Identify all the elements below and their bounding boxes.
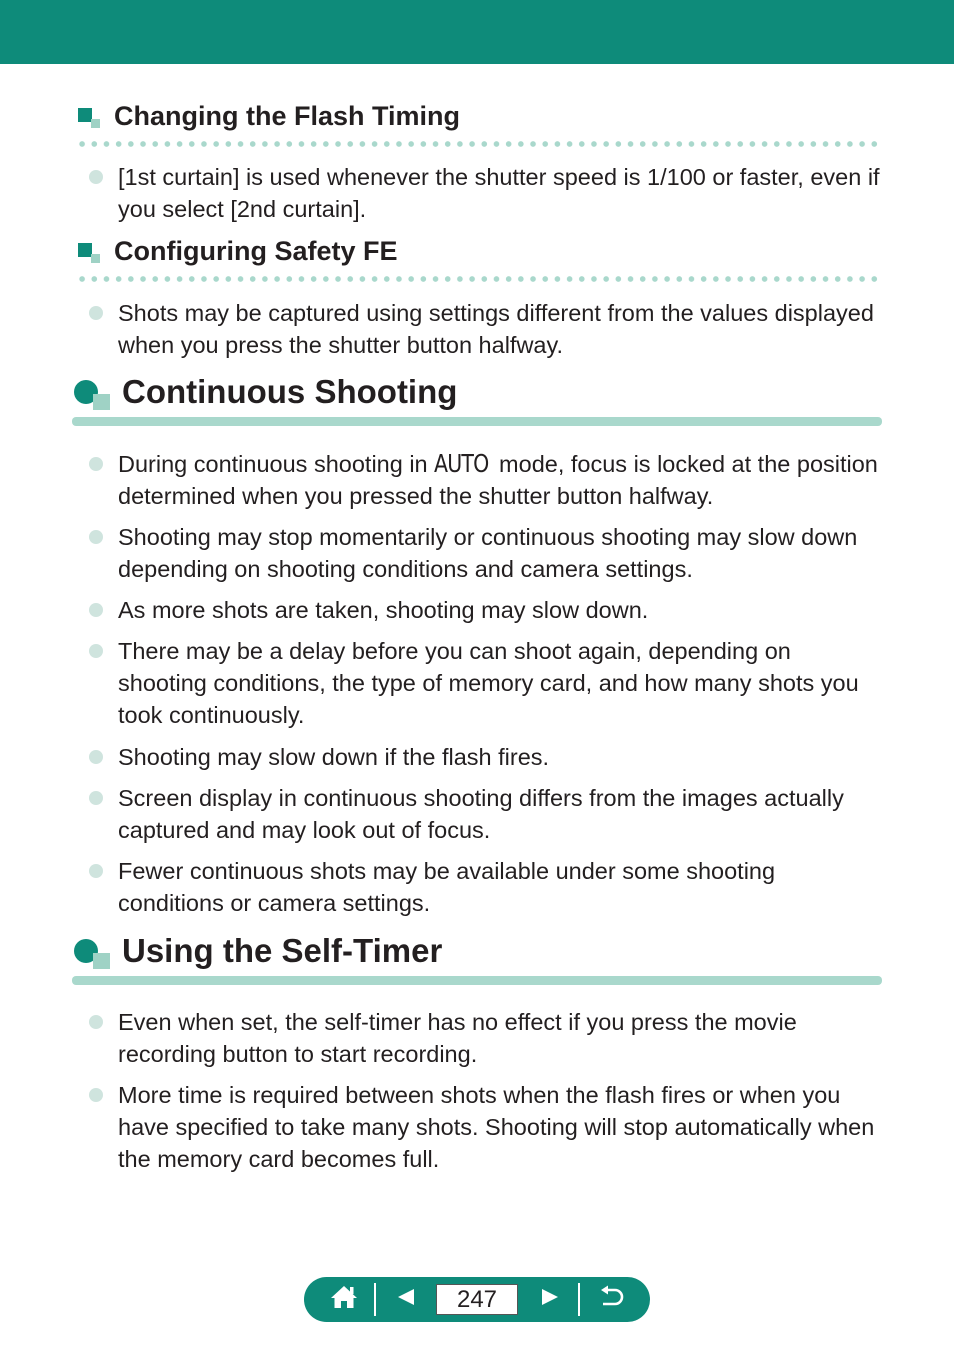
dotted-divider — [76, 276, 882, 282]
previous-page-button[interactable] — [384, 1277, 428, 1322]
square-bullet-icon — [78, 243, 100, 263]
bullet-dot-icon — [89, 644, 103, 658]
bullet-dot-icon — [89, 170, 103, 184]
list-item: During continuous shooting in AUTO mode, focus is locked at the position determined when you pressed the shutter button halfway. — [118, 448, 886, 512]
bullet-dot-icon — [89, 1088, 103, 1102]
subheading-title: Changing the Flash Timing — [114, 101, 461, 131]
prev-icon — [396, 1288, 416, 1311]
page-number: 247 — [436, 1284, 518, 1315]
bullet-dot-icon — [89, 457, 103, 471]
page-navigation — [304, 1277, 650, 1322]
top-bar — [0, 0, 954, 64]
square-bullet-icon — [78, 108, 100, 128]
bullet-dot-icon — [89, 530, 103, 544]
bullet-dot-icon — [89, 306, 103, 320]
bullet-dot-icon — [89, 603, 103, 617]
list-item: Shots may be captured using settings different from the values displayed when you press the shutter button halfway. — [118, 297, 886, 361]
home-button[interactable] — [322, 1277, 366, 1322]
return-icon — [598, 1285, 626, 1314]
list-item: More time is required between shots when the flash fires or when you have specified to take many shots. Shooting will stop automatically when the memory card becomes full. — [118, 1079, 886, 1175]
section-title: Using the Self-Timer — [122, 932, 443, 969]
next-icon — [540, 1288, 560, 1311]
list-item: Fewer continuous shots may be available under some shooting conditions or camera settings. — [118, 855, 886, 919]
subheading-title: Configuring Safety FE — [114, 236, 398, 266]
nav-separator — [374, 1283, 376, 1316]
list-item: As more shots are taken, shooting may slow down. — [118, 594, 886, 626]
section-marker-icon — [74, 380, 110, 410]
list-item: Shooting may stop momentarily or continuous shooting may slow down depending on shooting conditions and camera settings. — [118, 521, 886, 585]
list-item: Shooting may slow down if the flash fires. — [118, 741, 886, 773]
bullet-dot-icon — [89, 750, 103, 764]
bullet-dot-icon — [89, 791, 103, 805]
list-item: There may be a delay before you can shoot again, depending on shooting conditions, the type of memory card, and how many shots you took continuously. — [118, 635, 886, 731]
bullet-dot-icon — [89, 1015, 103, 1029]
section-title: Continuous Shooting — [122, 373, 458, 410]
list-item: [1st curtain] is used whenever the shutter speed is 1/100 or faster, even if you select [2nd curtain]. — [118, 161, 886, 225]
home-icon — [330, 1284, 358, 1315]
list-item: Even when set, the self-timer has no effect if you press the movie recording button to start recording. — [118, 1006, 886, 1070]
nav-separator — [578, 1283, 580, 1316]
heading-rule — [72, 417, 882, 426]
section-marker-icon — [74, 939, 110, 969]
heading-rule — [72, 976, 882, 985]
return-button[interactable] — [590, 1277, 634, 1322]
bullet-dot-icon — [89, 864, 103, 878]
auto-mode-icon: AUTO — [434, 449, 489, 478]
list-item: Screen display in continuous shooting differs from the images actually captured and may look out of focus. — [118, 782, 886, 846]
dotted-divider — [76, 141, 882, 147]
next-page-button[interactable] — [528, 1277, 572, 1322]
